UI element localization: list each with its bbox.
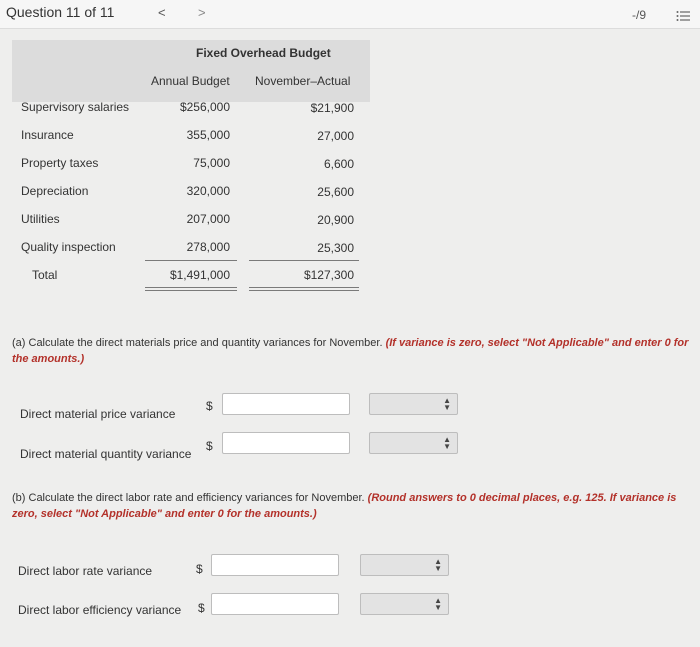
question-list-icon[interactable] [676, 9, 690, 27]
subtotal-rule-november [249, 260, 359, 261]
part-b-question: (b) Calculate the direct labor rate and efficiency variances for November. [12, 492, 365, 504]
part-b-instructions [12, 490, 698, 522]
currency-symbol: $ [206, 399, 213, 413]
total-double-rule-november-1 [249, 287, 359, 288]
subtotal-rule-annual [145, 260, 237, 261]
total-label: Total [32, 268, 58, 282]
question-counter: Question 11 of 11 [6, 4, 115, 20]
row-label: Supervisory salaries [21, 100, 130, 114]
total-double-rule-annual-1 [145, 287, 237, 288]
select-arrows-icon: ▲ ▼ [434, 596, 442, 612]
direct-labor-efficiency-variance-select[interactable] [360, 593, 449, 615]
direct-labor-rate-variance-input[interactable] [211, 554, 339, 576]
november-actual-total: $127,300 [303, 268, 354, 282]
annual-budget-total: $1,491,000 [169, 268, 230, 282]
total-double-rule-annual-2 [145, 290, 237, 291]
row-label: Property taxes [21, 156, 99, 170]
previous-question-button[interactable]: < [158, 5, 166, 20]
part-a-note: (If variance is zero, select "Not Applicable" and enter 0 for the amounts.) [12, 337, 689, 365]
november-actual-value: 27,000 [317, 129, 354, 143]
currency-symbol: $ [206, 439, 213, 453]
direct-material-quantity-variance-label: Direct material quantity variance [20, 447, 192, 461]
direct-labor-rate-variance-label: Direct labor rate variance [18, 564, 153, 578]
currency-symbol: $ [198, 601, 205, 615]
part-b-note: (Round answers to 0 decimal places, e.g. 125. If variance is zero, select "Not Applicable" and enter 0 for the amounts.) [12, 492, 677, 520]
total-double-rule-november-2 [249, 290, 359, 291]
row-label: Depreciation [21, 184, 89, 198]
direct-labor-efficiency-variance-input[interactable] [211, 593, 339, 615]
direct-material-quantity-variance-select[interactable] [369, 432, 458, 454]
part-a-question: (a) Calculate the direct materials price and quantity variances for November. [12, 337, 383, 349]
row-label: Utilities [21, 212, 60, 226]
column-header-annual-budget: Annual Budget [151, 74, 230, 88]
annual-budget-value: 320,000 [186, 184, 230, 198]
question-score: -/9 [632, 8, 647, 22]
november-actual-value: $21,900 [310, 101, 354, 115]
column-header-november-actual: November–Actual [255, 74, 351, 88]
direct-labor-efficiency-variance-label: Direct labor efficiency variance [18, 603, 182, 617]
annual-budget-value: $256,000 [179, 100, 230, 114]
row-label: Insurance [21, 128, 74, 142]
next-question-button[interactable]: > [198, 5, 206, 20]
direct-material-price-variance-input[interactable] [222, 393, 350, 415]
november-actual-value: 6,600 [323, 157, 354, 171]
direct-material-price-variance-label: Direct material price variance [20, 407, 176, 421]
select-arrows-icon: ▲ ▼ [443, 396, 451, 412]
currency-symbol: $ [196, 562, 203, 576]
annual-budget-value: 75,000 [193, 156, 230, 170]
annual-budget-value: 278,000 [186, 240, 230, 254]
direct-labor-rate-variance-select[interactable] [360, 554, 449, 576]
annual-budget-value: 207,000 [186, 212, 230, 226]
select-arrows-icon: ▲ ▼ [434, 557, 442, 573]
annual-budget-value: 355,000 [186, 128, 230, 142]
november-actual-value: 25,300 [317, 241, 354, 255]
select-arrows-icon: ▲ ▼ [443, 435, 451, 451]
row-label: Quality inspection [21, 240, 116, 254]
direct-material-price-variance-select[interactable] [369, 393, 458, 415]
november-actual-value: 25,600 [317, 185, 354, 199]
part-a-instructions [12, 335, 698, 367]
question-header [0, 0, 700, 29]
november-actual-value: 20,900 [317, 213, 354, 227]
direct-material-quantity-variance-input[interactable] [222, 432, 350, 454]
table-title: Fixed Overhead Budget [196, 46, 331, 60]
